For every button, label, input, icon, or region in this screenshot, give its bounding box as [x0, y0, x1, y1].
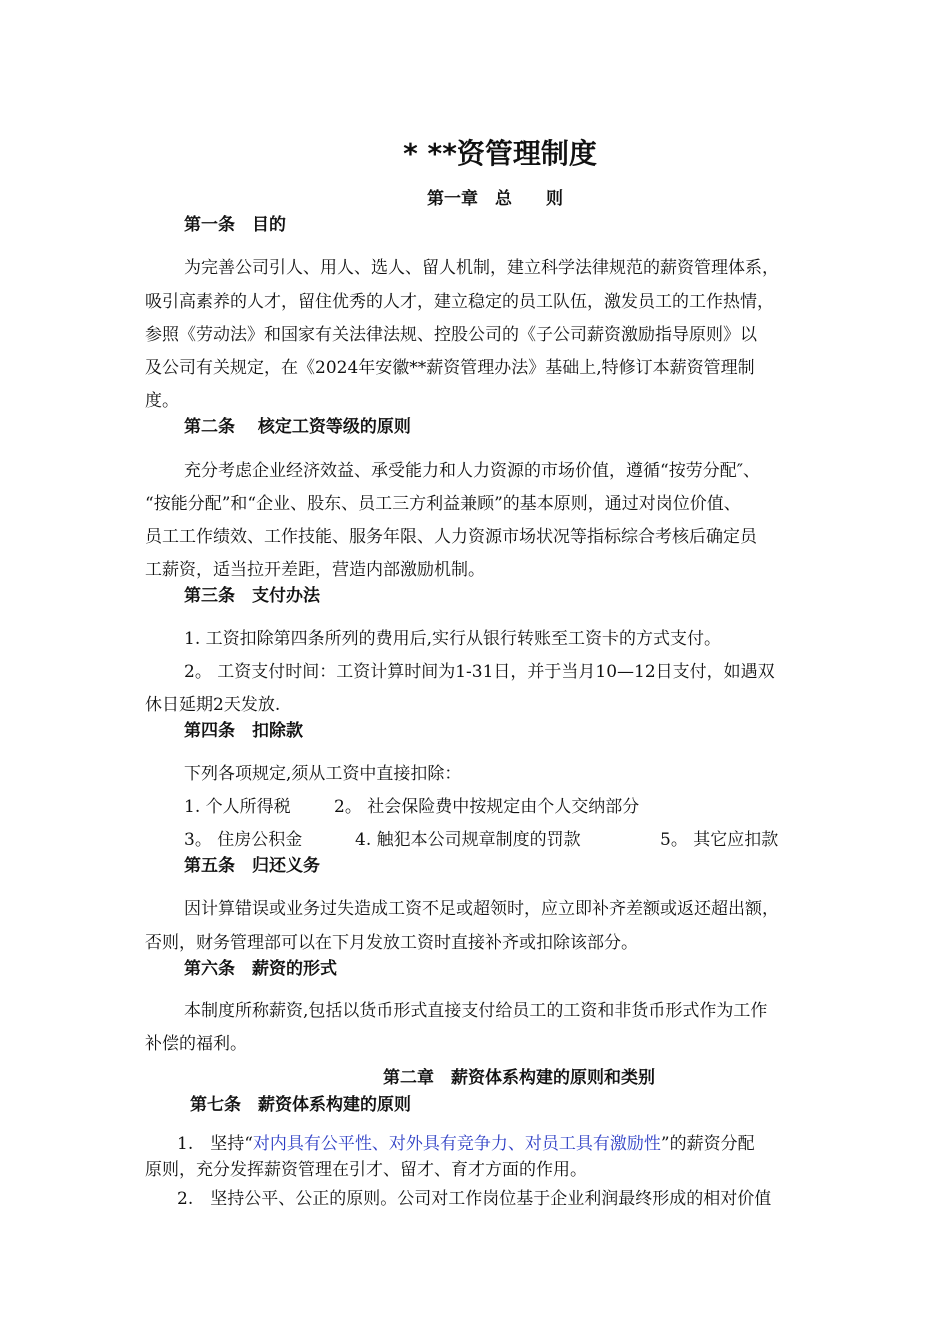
- article-3-line: 休日延期2天发放.: [145, 695, 281, 715]
- principle-item-1-suffix: ”的薪资分配: [660, 1134, 755, 1154]
- deduction-item: 3。 住房公积金: [184, 830, 303, 850]
- chapter-2-heading: 第二章 薪资体系构建的原则和类别: [383, 1068, 655, 1088]
- article-3-line: 2。 工资支付时间：工资计算时间为1-31日，并于当月10—12日支付，如遇双: [184, 662, 775, 682]
- article-2-line: “按能分配”和“企业、股东、员工三方利益兼顾”的基本原则，通过对岗位价值、: [145, 494, 741, 514]
- article-6-line: 补偿的福利。: [145, 1034, 247, 1054]
- document-title: * **资管理制度: [403, 137, 597, 170]
- article-2-heading: 第二条 核定工资等级的原则: [184, 417, 411, 437]
- article-5-line: 因计算错误或业务过失造成工资不足或超领时，应立即补齐差额或返还超出额，: [184, 899, 779, 919]
- article-1-line: 为完善公司引人、用人、选人、留人机制，建立科学法律规范的薪资管理体系，: [184, 258, 779, 278]
- principle-item-1-line-2: 原则，充分发挥薪资管理在引才、留才、育才方面的作用。: [145, 1160, 587, 1180]
- chapter-1-heading: 第一章 总 则: [427, 189, 563, 209]
- deduction-item: 5。 其它应扣款: [660, 830, 779, 850]
- article-1-line: 度。: [145, 391, 179, 411]
- article-1-line: 及公司有关规定，在《2024年安徽**薪资管理办法》基础上,特修订本薪资管理制: [145, 358, 755, 378]
- article-7-heading: 第七条 薪资体系构建的原则: [190, 1095, 411, 1115]
- article-2-line: 充分考虑企业经济效益、承受能力和人力资源的市场价值，遵循“按劳分配″、: [184, 461, 761, 481]
- article-2-line: 工薪资，适当拉开差距，营造内部激励机制。: [145, 560, 485, 580]
- principle-item-1: [177, 1129, 755, 1154]
- article-3-heading: 第三条 支付办法: [184, 586, 320, 606]
- article-1-line: 吸引高素养的人才，留住优秀的人才，建立稳定的员工队伍，激发员工的工作热情，: [145, 292, 774, 312]
- principle-item-2: 2. 坚持公平、公正的原则。公司对工作岗位基于企业利润最终形成的相对价值: [177, 1189, 772, 1209]
- article-4-heading: 第四条 扣除款: [184, 721, 303, 741]
- principle-highlight: 对内具有公平性、对外具有竞争力、对员工具有激励性: [252, 1134, 661, 1154]
- article-6-heading: 第六条 薪资的形式: [184, 959, 337, 979]
- deduction-item: 2。 社会保险费中按规定由个人交纳部分: [334, 797, 640, 817]
- article-1-line: 参照《劳动法》和国家有关法律法规、控股公司的《子公司薪资激励指导原则》以: [145, 325, 757, 345]
- deduction-item: 4. 触犯本公司规章制度的罚款: [355, 830, 581, 850]
- article-3-line: 1. 工资扣除第四条所列的费用后,实行从银行转账至工资卡的方式支付。: [184, 629, 722, 649]
- article-5-heading: 第五条 归还义务: [184, 856, 320, 876]
- deduction-item: 1. 个人所得税: [184, 797, 291, 817]
- principle-item-1-prefix: 1. 坚持“: [177, 1134, 253, 1154]
- article-5-line: 否则，财务管理部可以在下月发放工资时直接补齐或扣除该部分。: [145, 933, 638, 953]
- article-2-line: 员工工作绩效、工作技能、服务年限、人力资源市场状况等指标综合考核后确定员: [145, 527, 757, 547]
- article-6-line: 本制度所称薪资,包括以货币形式直接支付给员工的工资和非货币形式作为工作: [184, 1001, 768, 1021]
- article-4-intro: 下列各项规定,须从工资中直接扣除：: [184, 764, 462, 784]
- article-1-heading: 第一条 目的: [184, 215, 286, 235]
